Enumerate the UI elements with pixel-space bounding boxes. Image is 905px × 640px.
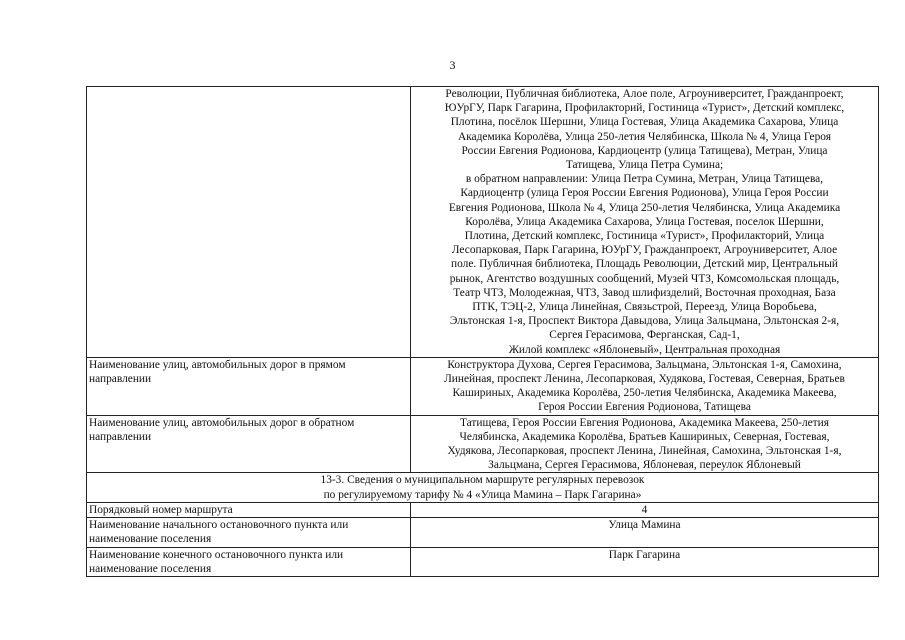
value-line: Конструктора Духова, Сергея Герасимова, Зальцмана, Эльтонская 1-я, Самохина, [447,358,842,371]
end-stop-label [87,547,411,576]
end-stop-value: Парк Гагарина [411,547,879,576]
stops-line: Плотина, Детский комплекс, Гостиница «Турист», Профилакторий, Улица [464,230,825,243]
label-line: направлении [89,373,152,386]
stops-line: ПТК, ТЭЦ-2, Улица Линейная, Связьстрой, Переезд, Улица Воробьева, [472,301,817,314]
start-stop-label [87,518,411,547]
route-number-value: 4 [411,502,879,517]
stops-line: рынок, Агентство воздушных сообщений, Музей ЧТЗ, Комсомольская площадь, [449,272,840,285]
stops-line: Кардиоцентр (улица Героя России Евгения Родионова), Улица Героя России [460,187,829,200]
table-row [87,357,879,415]
table-row [87,518,879,547]
stops-line: Плотина, посёлок Шершни, Улица Гостевая, Улица Академика Сахарова, Улица [450,116,839,129]
route-table [86,86,879,577]
value-line: Кашириных, Академика Королёва, 250-летия Челябинска, Академика Макеева, [452,387,837,400]
label-line: наименование поселения [89,562,212,575]
stops-line: Лесопарковая, Парк Гагарина, ЮУрГУ, Гражданпроект, Агроуниверситет, Алое [451,244,838,257]
section-header-line: 13-3. Сведения о муниципальном маршруте регулярных перевозок [320,474,645,487]
value-line: Героя России Евгения Родионова, Татищева [538,401,751,414]
page-number: 3 [449,58,456,72]
stops-line: Евгения Родионова, Школа № 4, Улица 250-летия Челябинска, Улица Академика [448,201,841,214]
label-line: наименование поселения [89,533,212,546]
section-header [87,473,879,502]
stops-line: в обратном направлении: Улица Петра Сумина, Метран, Улица Татищева, [465,173,824,186]
reverse-streets-label [87,415,411,473]
value-line: Худякова, Лесопарковая, проспект Ленина, Линейная, Самохина, Эльтонская 1-я, [447,445,842,458]
label-line: направлении [89,430,152,443]
label-line: Наименование улиц, автомобильных дорог в обратном [89,416,355,429]
stops-line: Сергея Герасимова, Ферганская, Сад-1, [549,329,740,342]
value-line: Челябинска, Академика Королёва, Братьев Кашириных, Северная, Гостевая, [459,430,830,443]
label-line: Наименование улиц, автомобильных дорог в прямом [89,358,346,371]
value-line: Линейная, проспект Ленина, Лесопарковая, Худякова, Гостевая, Северная, Братьев [444,373,845,386]
value-line: Зальцмана, Сергея Герасимова, Яблоневая, переулок Яблоневый [488,459,801,472]
table-row [87,502,879,517]
reverse-streets-value [411,415,879,473]
stops-line: Татищева, Улица Петра Сумина; [565,159,724,172]
label-line: Наименование начального остановочного пункта или [89,519,349,532]
table-row [87,547,879,576]
start-stop-value: Улица Мамина [411,518,879,547]
value-line: Татищева, Героя России Евгения Родионова, Академика Макеева, 250-летия [459,416,829,429]
forward-streets-value [411,357,879,415]
stops-line: Жилой комплекс «Яблоневый», Центральная проходная [508,343,781,356]
stops-line: Революции, Публичная библиотека, Алое поле, Агроуниверситет, Гражданпроект, [445,88,844,100]
table-row [87,87,879,358]
stops-line: Эльтонская 1-я, Проспект Виктора Давыдова, Улица Зальцмана, Эльтонская 2-я, [449,315,840,328]
stops-line: России Евгения Родионова, Кардиоцентр (улица Татищева), Метран, Улица [461,144,828,157]
label-line: Наименование конечного остановочного пункта или [89,548,344,561]
stops-continuation-cell [411,87,879,358]
route-number-label: Порядковый номер маршрута [87,502,411,517]
section-header-line: по регулируемому тарифу № 4 «Улица Мамина – Парк Гагарина» [323,488,642,501]
forward-streets-label [87,357,411,415]
empty-label-cell [87,87,411,358]
table-row [87,415,879,473]
stops-line: Академика Королёва, Улица 250-летия Челябинска, Школа № 4, Улица Героя [457,130,832,143]
table-row [87,473,879,502]
stops-line: поле. Публичная библиотека, Площадь Революции, Детский мир, Центральный [451,258,838,271]
stops-line: ЮУрГУ, Парк Гагарина, Профилакторий, Гостиница «Турист», Детский комплекс, [444,102,845,115]
stops-line: Театр ЧТЗ, Молодежная, ЧТЗ, Завод шлифизделий, Восточная проходная, База [453,286,836,299]
stops-line: Королёва, Улица Академика Сахарова, Улица Гостевая, поселок Шершни, [465,215,824,228]
